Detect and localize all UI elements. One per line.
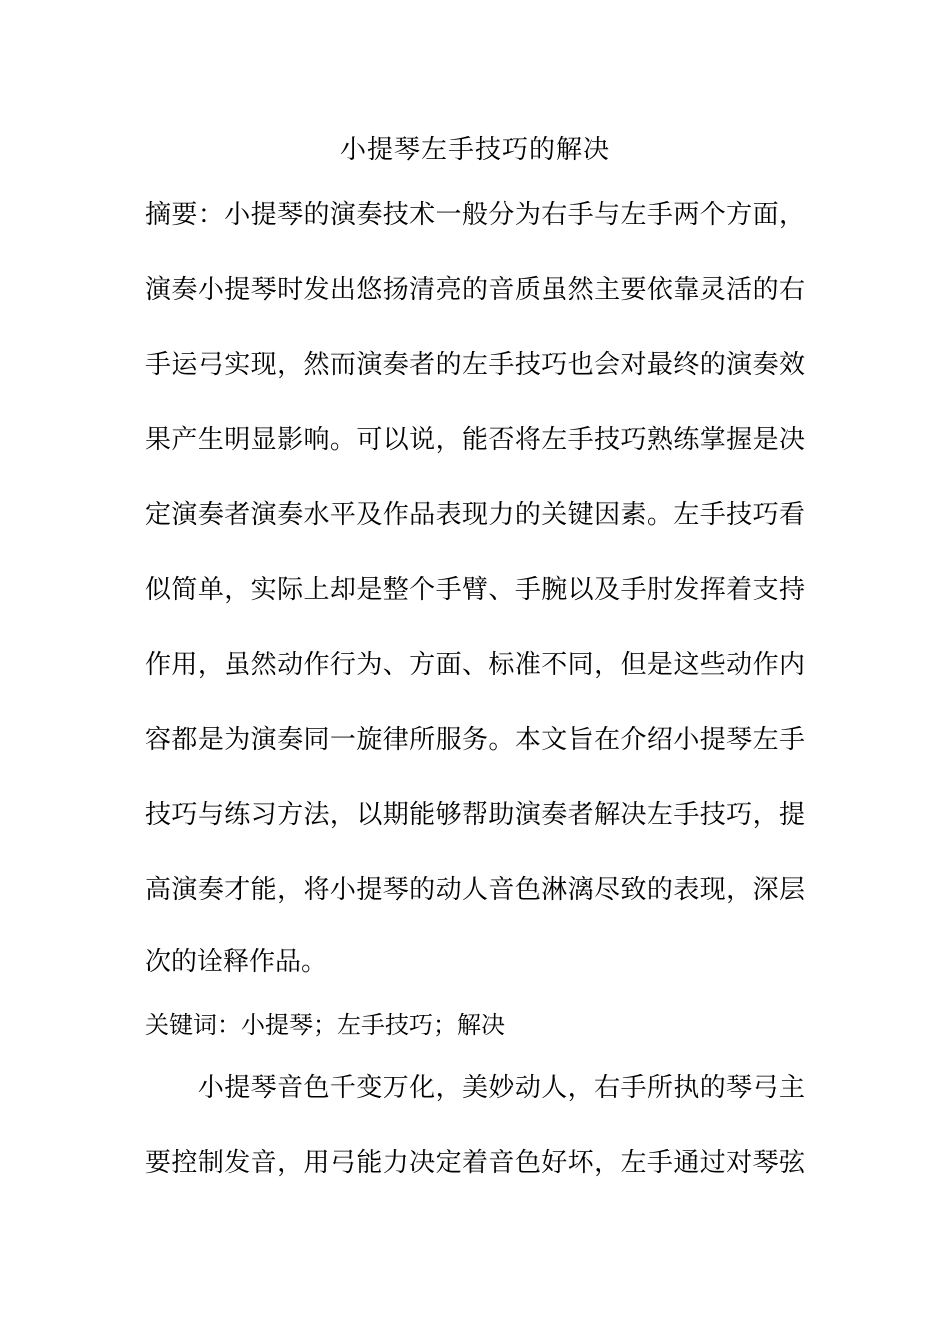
body-line: 要控制发音，用弓能力决定着音色好坏，左手通过对琴弦 (145, 1148, 805, 1178)
abstract-line: 容都是为演奏同一旋律所服务。本文旨在介绍小提琴左手 (145, 725, 805, 755)
keywords-line: 关键词：小提琴；左手技巧；解决 (145, 1011, 505, 1039)
abstract-line: 演奏小提琴时发出悠扬清亮的音质虽然主要依靠灵活的右 (145, 275, 805, 305)
abstract-line: 手运弓实现，然而演奏者的左手技巧也会对最终的演奏效 (145, 350, 805, 380)
abstract-line: 技巧与练习方法，以期能够帮助演奏者解决左手技巧，提 (145, 800, 805, 830)
abstract-line: 定演奏者演奏水平及作品表现力的关键因素。左手技巧看 (145, 500, 805, 530)
body-line: 小提琴音色千变万化，美妙动人，右手所执的琴弓主 (145, 1073, 805, 1103)
abstract-line: 摘要：小提琴的演奏技术一般分为右手与左手两个方面， (145, 200, 805, 230)
document-title: 小提琴左手技巧的解决 (339, 135, 610, 165)
abstract-line: 似简单，实际上却是整个手臂、手腕以及手肘发挥着支持 (145, 575, 805, 605)
abstract-line: 高演奏才能，将小提琴的动人音色淋漓尽致的表现，深层 (145, 875, 805, 905)
abstract-line: 果产生明显影响。可以说，能否将左手技巧熟练掌握是决 (145, 425, 805, 455)
abstract-line: 作用，虽然动作行为、方面、标准不同，但是这些动作内 (145, 650, 805, 680)
abstract-line: 次的诠释作品。 (145, 947, 328, 977)
